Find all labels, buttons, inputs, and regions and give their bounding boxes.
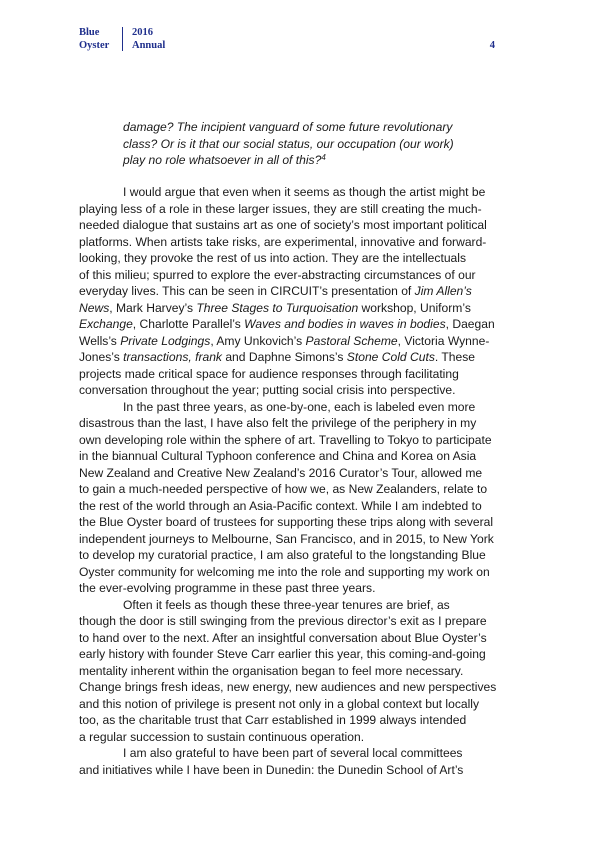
publisher-line-1: Blue (79, 27, 100, 38)
text-line: conversation throughout the year; putting social crisis into perspective. (79, 383, 456, 397)
text-line: Change brings fresh ideas, new energy, new audiences and new perspectives (79, 680, 497, 694)
text-line: own developing role within the sphere of art. Travelling to Tokyo to participate (79, 432, 492, 447)
quote-line (123, 152, 493, 169)
text-line: playing less of a role in these larger issues, they are still creating the much- (79, 201, 482, 216)
text-line: of this milieu; spurred to explore the ever-abstracting circumstances of our (79, 267, 476, 282)
footnote-reference: 4 (321, 153, 326, 162)
block-quote (123, 119, 493, 169)
artwork-title: Stone Cold Cuts (346, 350, 435, 364)
artwork-title: Jim Allen’s (414, 284, 472, 298)
text-line: projects made critical space for audience responses through facilitating (79, 366, 459, 381)
artwork-title: Three Stages to Turquoisation (196, 300, 359, 315)
text-line: too, as the charitable trust that Carr established in 1999 always intended (79, 713, 467, 727)
artwork-title: Exchange (79, 317, 133, 331)
text-run: Wells’s (79, 333, 121, 348)
text-run: , Daegan (445, 317, 495, 331)
publication-type: Annual (132, 39, 166, 51)
text-run: , Victoria Wynne- (397, 333, 490, 348)
artwork-title: News (79, 300, 110, 315)
text-line: and initiatives while I have been in Dunedin: the Dunedin School of Art’s (79, 762, 464, 777)
text-line: the ever-evolving programme in these past three years. (79, 581, 376, 595)
text-line: New Zealand and Creative New Zealand’s 2016 Curator’s Tour, allowed me (79, 465, 483, 480)
page-header (79, 27, 495, 53)
text-line (79, 333, 495, 350)
quote-line: class? Or is it that our social status, our occupation (our work) (123, 136, 454, 151)
artwork-title: Pastoral Scheme (305, 333, 398, 348)
text-line: and this notion of privilege is present not only in a global context but locally (79, 696, 480, 711)
page-number: 4 (489, 40, 495, 51)
text-line: independent journeys to Melbourne, San Francisco, and in 2015, to New York (79, 531, 494, 546)
text-run: . These (434, 350, 475, 364)
publication-year: 2016 (132, 27, 153, 38)
text-run: , Amy Unkovich’s (210, 333, 306, 348)
text-line: to develop my curatorial practice, I am also grateful to the longstanding Blue (79, 548, 486, 562)
text-run: and Daphne Simons’s (221, 350, 347, 364)
text-line: I would argue that even when it seems as though the artist might be (123, 185, 486, 199)
artwork-title: Waves and bodies in waves in bodies (244, 317, 446, 331)
artwork-title: Private Lodgings (120, 333, 211, 348)
quote-line: damage? The incipient vanguard of some future revolutionary (123, 120, 453, 134)
artwork-title: transactions, frank (123, 350, 222, 364)
text-run: , Charlotte Parallel’s (132, 317, 245, 331)
text-line: to gain a much-needed perspective of how we, as New Zealanders, relate to (79, 482, 488, 496)
text-line: the Blue Oyster board of trustees for supporting these trips along with several (79, 515, 494, 529)
text-line: a regular succession to sustain continuous operation. (79, 729, 365, 744)
text-line (79, 316, 495, 333)
text-line: to hand over to the next. After an insightful conversation about Blue Oyster’s (79, 630, 487, 645)
text-run: everyday lives. This can be seen in CIRCUIT’s presentation of (79, 284, 415, 298)
text-line (79, 349, 495, 366)
text-line: the rest of the world through an Asia-Pacific context. While I am indebted to (79, 498, 482, 513)
publisher-name (79, 27, 109, 52)
text-line: disastrous than the last, I have also felt the privilege of the periphery in my (79, 416, 477, 430)
text-line: Oyster community for welcoming me into the role and supporting my work on (79, 564, 490, 579)
text-line: early history with founder Steve Carr earlier this year, this coming-and-going (79, 647, 486, 661)
text-line (79, 283, 495, 300)
publisher-line-2: Oyster (79, 39, 110, 51)
text-run: , Mark Harvey’s (109, 300, 197, 315)
text-line: looking, they provoke the rest of us into action. They are the intellectuals (79, 251, 466, 265)
text-line: needed dialogue that sustains art as one of society’s most important political (79, 218, 487, 232)
text-line: though the door is still swinging from the previous director’s exit as I prepare (79, 614, 487, 628)
text-line: In the past three years, as one-by-one, each is labeled even more (123, 399, 476, 414)
text-run: workshop, Uniform’s (358, 300, 471, 315)
publication-title (132, 27, 165, 52)
body-text (79, 184, 495, 778)
text-line (79, 300, 495, 317)
text-run: Jones’s (79, 350, 124, 364)
text-line: Often it feels as though these three-year tenures are brief, as (123, 597, 450, 612)
header-divider (122, 27, 123, 51)
text-line: platforms. When artists take risks, are experimental, innovative and forward- (79, 234, 487, 249)
text-line: in the biannual Cultural Typhoon conference and China and Korea on Asia (79, 449, 477, 463)
quote-text: play no role whatsoever in all of this? (123, 153, 322, 167)
text-line: mentality inherent within the organisation began to feel more necessary. (79, 663, 464, 678)
text-line: I am also grateful to have been part of several local committees (123, 746, 463, 760)
